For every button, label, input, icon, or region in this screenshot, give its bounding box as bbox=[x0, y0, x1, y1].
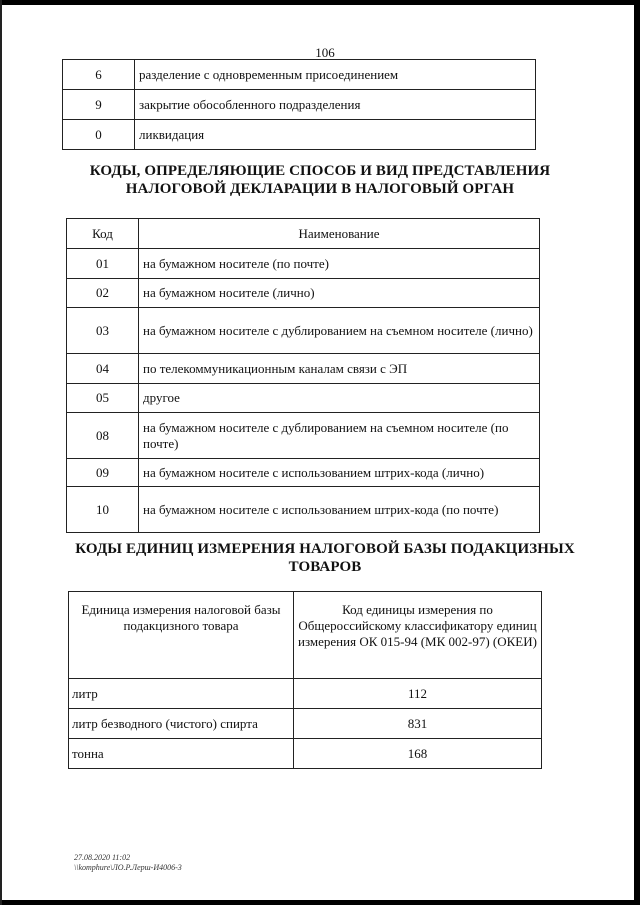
scan-edge-right bbox=[634, 0, 640, 905]
okei-code-cell: 112 bbox=[294, 679, 542, 709]
table-row bbox=[67, 354, 540, 384]
table-row bbox=[63, 90, 536, 120]
unit-cell: литр безводного (чистого) спирта bbox=[69, 709, 294, 739]
name-cell: закрытие обособленного подразделения bbox=[135, 90, 536, 120]
section-title-line: КОДЫ ЕДИНИЦ ИЗМЕРЕНИЯ НАЛОГОВОЙ БАЗЫ ПОДАКЦИЗНЫХ bbox=[75, 541, 575, 557]
section-title-excise-units bbox=[75, 540, 575, 576]
name-cell: на бумажном носителе с дублированием на съемном носителе (по почте) bbox=[139, 413, 540, 459]
excise-unit-codes-table bbox=[68, 591, 542, 769]
name-cell: на бумажном носителе с использованием штрих-кода (по почте) bbox=[139, 487, 540, 533]
table-row bbox=[69, 679, 542, 709]
document-footer bbox=[74, 853, 182, 873]
code-cell: 01 bbox=[67, 249, 139, 279]
header-unit: Единица измерения налоговой базы подакцизного товара bbox=[69, 592, 294, 679]
name-cell: на бумажном носителе с использованием штрих-кода (лично) bbox=[139, 459, 540, 487]
reorganization-codes-table bbox=[62, 59, 536, 150]
page-number: 106 bbox=[315, 45, 335, 60]
table-row bbox=[67, 279, 540, 308]
table-row bbox=[67, 249, 540, 279]
name-cell: разделение с одновременным присоединением bbox=[135, 60, 536, 90]
name-cell: ликвидация bbox=[135, 120, 536, 150]
table-row bbox=[67, 384, 540, 413]
table-header-row bbox=[67, 219, 540, 249]
header-code: Код bbox=[67, 219, 139, 249]
name-cell: на бумажном носителе (лично) bbox=[139, 279, 540, 308]
header-name: Наименование bbox=[139, 219, 540, 249]
submission-method-codes-table bbox=[66, 218, 540, 533]
name-cell: по телекоммуникационным каналам связи с ЭП bbox=[139, 354, 540, 384]
code-cell: 02 bbox=[67, 279, 139, 308]
table-header-row bbox=[69, 592, 542, 679]
code-cell: 6 bbox=[63, 60, 135, 90]
name-cell: на бумажном носителе (по почте) bbox=[139, 249, 540, 279]
name-cell: на бумажном носителе с дублированием на съемном носителе (лично) bbox=[139, 308, 540, 354]
scan-edge-left bbox=[0, 0, 2, 905]
table-row bbox=[69, 709, 542, 739]
okei-code-cell: 831 bbox=[294, 709, 542, 739]
code-cell: 03 bbox=[67, 308, 139, 354]
code-cell: 9 bbox=[63, 90, 135, 120]
table-row bbox=[67, 487, 540, 533]
table-row bbox=[67, 459, 540, 487]
table-row bbox=[69, 739, 542, 769]
table-row bbox=[67, 413, 540, 459]
code-cell: 10 bbox=[67, 487, 139, 533]
header-okei-code: Код единицы измерения по Общероссийскому классификатору единиц измерения ОК 015-94 (МК 002-97) (ОКЕИ) bbox=[294, 592, 542, 679]
unit-cell: литр bbox=[69, 679, 294, 709]
scan-edge-bottom bbox=[0, 900, 640, 905]
code-cell: 05 bbox=[67, 384, 139, 413]
section-title-line: КОДЫ, ОПРЕДЕЛЯЮЩИЕ СПОСОБ И ВИД ПРЕДСТАВЛЕНИЯ bbox=[89, 163, 551, 179]
footer-date: 27.08.2020 11:02 bbox=[74, 853, 131, 862]
table-row bbox=[63, 120, 536, 150]
section-title-submission-method bbox=[60, 162, 580, 198]
code-cell: 09 bbox=[67, 459, 139, 487]
footer-path: \\komphure\ЛО.Р.Лерш-И4006-3 bbox=[74, 863, 182, 872]
scan-edge-top bbox=[0, 0, 640, 5]
name-cell: другое bbox=[139, 384, 540, 413]
section-title-line: ТОВАРОВ bbox=[288, 559, 362, 575]
table-row bbox=[63, 60, 536, 90]
code-cell: 08 bbox=[67, 413, 139, 459]
section-title-line: НАЛОГОВОЙ ДЕКЛАРАЦИИ В НАЛОГОВЫЙ ОРГАН bbox=[125, 181, 515, 197]
table-row bbox=[67, 308, 540, 354]
okei-code-cell: 168 bbox=[294, 739, 542, 769]
code-cell: 04 bbox=[67, 354, 139, 384]
unit-cell: тонна bbox=[69, 739, 294, 769]
code-cell: 0 bbox=[63, 120, 135, 150]
